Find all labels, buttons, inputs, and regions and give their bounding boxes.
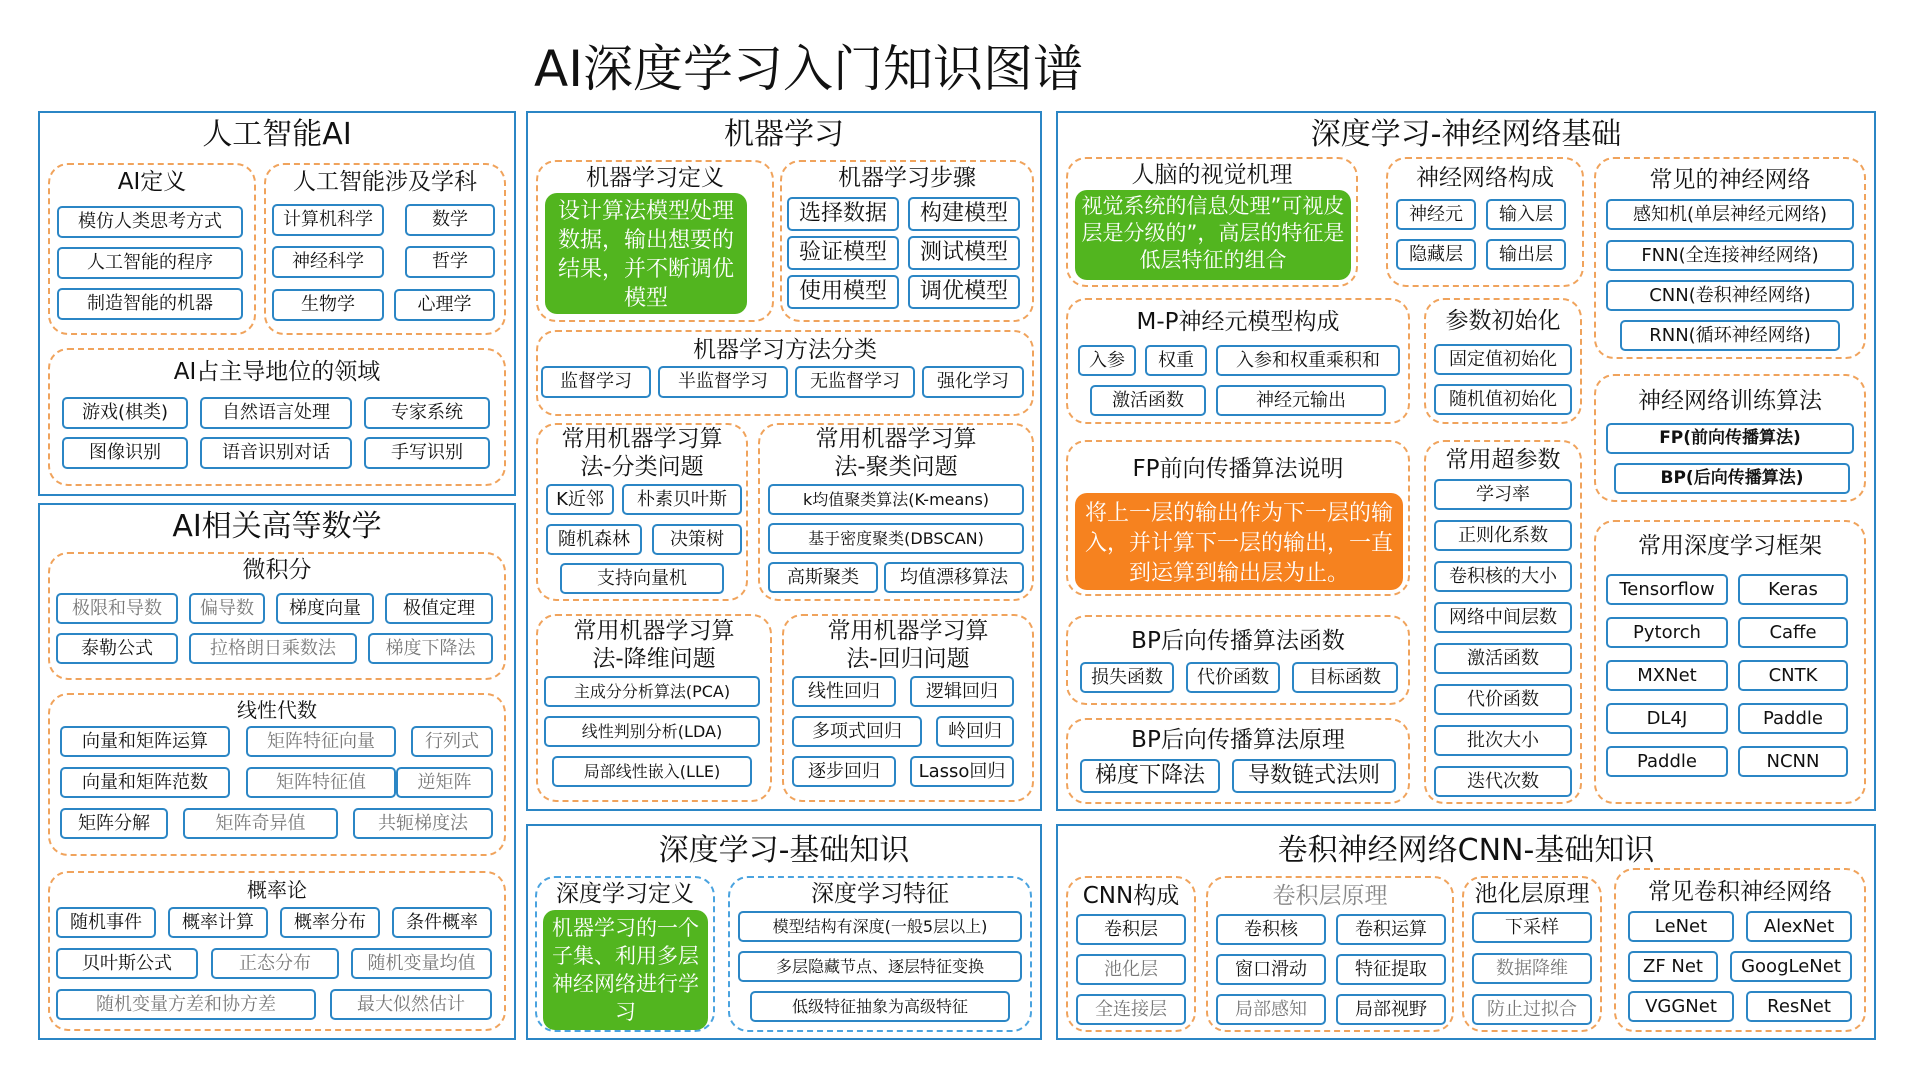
node[interactable]: 人工智能的程序: [57, 247, 243, 279]
node[interactable]: Paddle: [1606, 746, 1728, 777]
nn-fp-text: 将上一层的输出作为下一层的输入，并计算下一层的输出，一直到运算到输出层为止。: [1075, 493, 1403, 590]
node[interactable]: 共轭梯度法: [353, 808, 493, 839]
node[interactable]: 批次大小: [1434, 725, 1572, 756]
node[interactable]: 自然语言处理: [200, 397, 352, 429]
section-title: 人工智能AI: [202, 117, 352, 152]
page-title: AI深度学习入门知识图谱: [534, 40, 1083, 98]
group-title: 池化层原理: [1474, 881, 1590, 907]
node[interactable]: 语音识别对话: [200, 437, 352, 469]
node[interactable]: 逻辑回归: [910, 676, 1014, 707]
node[interactable]: 泰勒公式: [56, 633, 178, 664]
dl-def-text: 机器学习的一个子集、利用多层神经网络进行学习: [543, 910, 708, 1030]
group-title: BP后向传播算法函数: [1131, 628, 1345, 654]
node[interactable]: 卷积核: [1216, 914, 1326, 945]
node[interactable]: 半监督学习: [658, 366, 788, 398]
ml-def-text: 设计算法模型处理数据，输出想要的结果，并不断调优模型: [545, 193, 747, 314]
group-title: 常用机器学习算法-聚类问题: [815, 426, 977, 480]
node[interactable]: 高斯聚类: [768, 562, 878, 593]
node[interactable]: 特征提取: [1336, 954, 1446, 985]
node[interactable]: 矩阵特征值: [246, 767, 396, 798]
node[interactable]: FNN(全连接神经网络): [1606, 240, 1854, 271]
group-title: 机器学习方法分类: [693, 337, 877, 363]
node[interactable]: 均值漂移算法: [884, 562, 1024, 593]
node[interactable]: 卷积核的大小: [1434, 561, 1572, 592]
group-title: 人脑的视觉机理: [1131, 162, 1293, 188]
node[interactable]: 专家系统: [364, 397, 490, 429]
node[interactable]: 线性回归: [792, 676, 896, 707]
node[interactable]: 矩阵分解: [60, 808, 168, 839]
node[interactable]: 随机事件: [56, 907, 156, 938]
node[interactable]: 神经元: [1396, 199, 1476, 230]
node[interactable]: 心理学: [394, 289, 495, 321]
node[interactable]: GoogLeNet: [1730, 951, 1852, 982]
node[interactable]: 感知机(单层神经元网络): [1606, 199, 1854, 230]
node[interactable]: 偏导数: [189, 593, 265, 624]
node[interactable]: 数学: [405, 204, 495, 236]
node[interactable]: 强化学习: [922, 366, 1024, 398]
group-title: 卷积层原理: [1272, 883, 1388, 909]
node[interactable]: 池化层: [1076, 954, 1186, 985]
node[interactable]: 拉格朗日乘数法: [189, 633, 357, 664]
node[interactable]: 固定值初始化: [1434, 344, 1572, 375]
node[interactable]: 多层隐藏节点、逐层特征变换: [738, 951, 1022, 982]
node[interactable]: 手写识别: [364, 437, 490, 469]
node[interactable]: 向量和矩阵范数: [60, 767, 230, 798]
node[interactable]: K近邻: [546, 484, 614, 515]
node[interactable]: 学习率: [1434, 479, 1572, 510]
node[interactable]: 神经科学: [272, 246, 384, 278]
node[interactable]: MXNet: [1606, 660, 1728, 691]
node[interactable]: 随机变量方差和协方差: [56, 989, 316, 1020]
node[interactable]: 矩阵奇异值: [183, 808, 338, 839]
group-title: AI定义: [117, 169, 187, 195]
node[interactable]: 制造智能的机器: [57, 288, 243, 320]
node[interactable]: 监督学习: [541, 366, 651, 398]
node[interactable]: 随机森林: [546, 524, 642, 555]
node[interactable]: 窗口滑动: [1216, 954, 1326, 985]
node[interactable]: DL4J: [1606, 703, 1728, 734]
node[interactable]: BP(后向传播算法): [1614, 463, 1850, 494]
group-title: CNN构成: [1082, 883, 1180, 909]
node[interactable]: 迭代次数: [1434, 766, 1572, 797]
group-title: 常用机器学习算法-分类问题: [561, 426, 723, 480]
node[interactable]: 行列式: [411, 726, 493, 757]
node[interactable]: 逆矩阵: [396, 767, 493, 798]
node[interactable]: 多项式回归: [792, 716, 922, 747]
node[interactable]: 验证模型: [787, 236, 899, 270]
node[interactable]: 模仿人类思考方式: [57, 206, 243, 238]
section-title: AI相关高等数学: [172, 509, 382, 544]
node[interactable]: 卷积层: [1076, 914, 1186, 945]
group-title: 神经网络构成: [1416, 165, 1554, 191]
node[interactable]: 矩阵特征向量: [246, 726, 396, 757]
node[interactable]: VGGNet: [1628, 991, 1734, 1022]
node[interactable]: 条件概率: [392, 907, 492, 938]
node[interactable]: 代价函数: [1434, 684, 1572, 715]
group-title: 常用机器学习算法-降维问题: [573, 618, 735, 672]
node[interactable]: 概率计算: [168, 907, 268, 938]
node[interactable]: CNTK: [1738, 660, 1848, 691]
node[interactable]: 梯度下降法: [368, 633, 493, 664]
group-title: 常见卷积神经网络: [1648, 879, 1832, 905]
node[interactable]: 最大似然估计: [330, 989, 492, 1020]
node[interactable]: 入参和权重乘积和: [1216, 345, 1400, 376]
node[interactable]: NCNN: [1738, 746, 1848, 777]
group-title: 深度学习特征: [811, 881, 949, 907]
node[interactable]: 构建模型: [908, 197, 1020, 231]
node[interactable]: 岭回归: [936, 716, 1014, 747]
node[interactable]: 入参: [1078, 345, 1136, 376]
node[interactable]: 贝叶斯公式: [56, 948, 198, 979]
node[interactable]: 向量和矩阵运算: [60, 726, 230, 757]
group-title: 常用深度学习框架: [1638, 533, 1822, 559]
group-title: 常见的神经网络: [1649, 167, 1811, 193]
node[interactable]: CNN(卷积神经网络): [1606, 280, 1854, 311]
node[interactable]: ZF Net: [1628, 951, 1718, 982]
node[interactable]: 随机值初始化: [1434, 384, 1572, 415]
node[interactable]: 低级特征抽象为高级特征: [750, 991, 1010, 1022]
node[interactable]: 目标函数: [1292, 662, 1398, 693]
node[interactable]: 线性判别分析(LDA): [544, 716, 760, 747]
node[interactable]: 极限和导数: [56, 593, 178, 624]
node[interactable]: k均值聚类算法(K-means): [768, 484, 1024, 515]
group-title: BP后向传播算法原理: [1131, 727, 1345, 753]
node[interactable]: 主成分分析算法(PCA): [544, 676, 760, 707]
nn-vision-text: 视觉系统的信息处理”可视皮层是分级的”，高层的特征是低层特征的组合: [1075, 190, 1351, 280]
group-title: 人工智能涉及学科: [293, 169, 477, 195]
node[interactable]: 随机变量均值: [351, 948, 492, 979]
section-title: 机器学习: [724, 117, 844, 152]
group-title: 机器学习步骤: [838, 165, 976, 191]
node[interactable]: Pytorch: [1606, 617, 1728, 648]
node[interactable]: 局部感知: [1216, 994, 1326, 1025]
node[interactable]: Tensorflow: [1606, 574, 1728, 605]
node[interactable]: 正则化系数: [1434, 520, 1572, 551]
node[interactable]: 计算机科学: [272, 204, 384, 236]
node[interactable]: 卷积运算: [1336, 914, 1446, 945]
node[interactable]: LeNet: [1628, 911, 1734, 942]
group-title: 常用机器学习算法-回归问题: [827, 618, 989, 672]
node[interactable]: Lasso回归: [910, 756, 1014, 787]
node[interactable]: 无监督学习: [795, 366, 915, 398]
group-title: 参数初始化: [1445, 308, 1561, 334]
node[interactable]: 哲学: [405, 246, 495, 278]
node[interactable]: 正态分布: [211, 948, 339, 979]
node[interactable]: 概率分布: [280, 907, 380, 938]
node[interactable]: 局部线性嵌入(LLE): [552, 756, 752, 787]
node[interactable]: 基于密度聚类(DBSCAN): [768, 523, 1024, 554]
node[interactable]: 数据降维: [1472, 953, 1592, 984]
group-title: FP前向传播算法说明: [1132, 456, 1344, 482]
group-title: 机器学习定义: [586, 165, 724, 191]
node[interactable]: 梯度下降法: [1080, 759, 1220, 793]
node[interactable]: 下采样: [1472, 912, 1592, 943]
node[interactable]: 输出层: [1486, 239, 1566, 270]
node[interactable]: 激活函数: [1090, 385, 1206, 416]
group-title: M-P神经元模型构成: [1136, 309, 1340, 335]
node[interactable]: 模型结构有深度(一般5层以上): [738, 911, 1022, 942]
node[interactable]: 选择数据: [787, 197, 899, 231]
node[interactable]: 测试模型: [908, 236, 1020, 270]
node[interactable]: 防止过拟合: [1472, 994, 1592, 1025]
group-title: 概率论: [247, 878, 307, 902]
group-title: 深度学习定义: [556, 881, 694, 907]
node[interactable]: 图像识别: [62, 437, 188, 469]
node[interactable]: 神经元输出: [1216, 385, 1386, 416]
node[interactable]: 决策树: [652, 524, 742, 555]
node[interactable]: 隐藏层: [1396, 239, 1476, 270]
node[interactable]: 导数链式法则: [1232, 759, 1396, 793]
group-title: AI占主导地位的领域: [173, 359, 381, 385]
node[interactable]: 支持向量机: [560, 563, 724, 594]
node[interactable]: 生物学: [272, 289, 384, 321]
node[interactable]: Caffe: [1738, 617, 1848, 648]
section-title: 卷积神经网络CNN-基础知识: [1277, 833, 1655, 868]
node[interactable]: 局部视野: [1336, 994, 1446, 1025]
node[interactable]: 全连接层: [1076, 994, 1186, 1025]
node[interactable]: 激活函数: [1434, 643, 1572, 674]
node[interactable]: 极值定理: [385, 593, 493, 624]
node[interactable]: 损失函数: [1080, 662, 1174, 693]
node[interactable]: 输入层: [1486, 199, 1566, 230]
node[interactable]: Keras: [1738, 574, 1848, 605]
node[interactable]: 逐步回归: [792, 756, 896, 787]
node[interactable]: 游戏(棋类): [62, 397, 188, 429]
node[interactable]: 代价函数: [1186, 662, 1280, 693]
group-title: 微积分: [242, 557, 312, 583]
section-title: 深度学习-基础知识: [658, 833, 910, 868]
node[interactable]: ResNet: [1746, 991, 1852, 1022]
node[interactable]: 使用模型: [787, 275, 899, 309]
node[interactable]: AlexNet: [1746, 911, 1852, 942]
node[interactable]: 权重: [1145, 345, 1207, 376]
node[interactable]: 调优模型: [908, 275, 1020, 309]
node[interactable]: RNN(循环神经网络): [1620, 320, 1840, 351]
section-title: 深度学习-神经网络基础: [1310, 117, 1622, 152]
node[interactable]: 梯度向量: [276, 593, 374, 624]
group-title: 线性代数: [237, 698, 317, 722]
group-title: 常用超参数: [1445, 447, 1561, 473]
node[interactable]: FP(前向传播算法): [1606, 423, 1854, 454]
group-title: 神经网络训练算法: [1638, 388, 1822, 414]
node[interactable]: 朴素贝叶斯: [622, 484, 742, 515]
node[interactable]: 网络中间层数: [1434, 602, 1572, 633]
node[interactable]: Paddle: [1738, 703, 1848, 734]
